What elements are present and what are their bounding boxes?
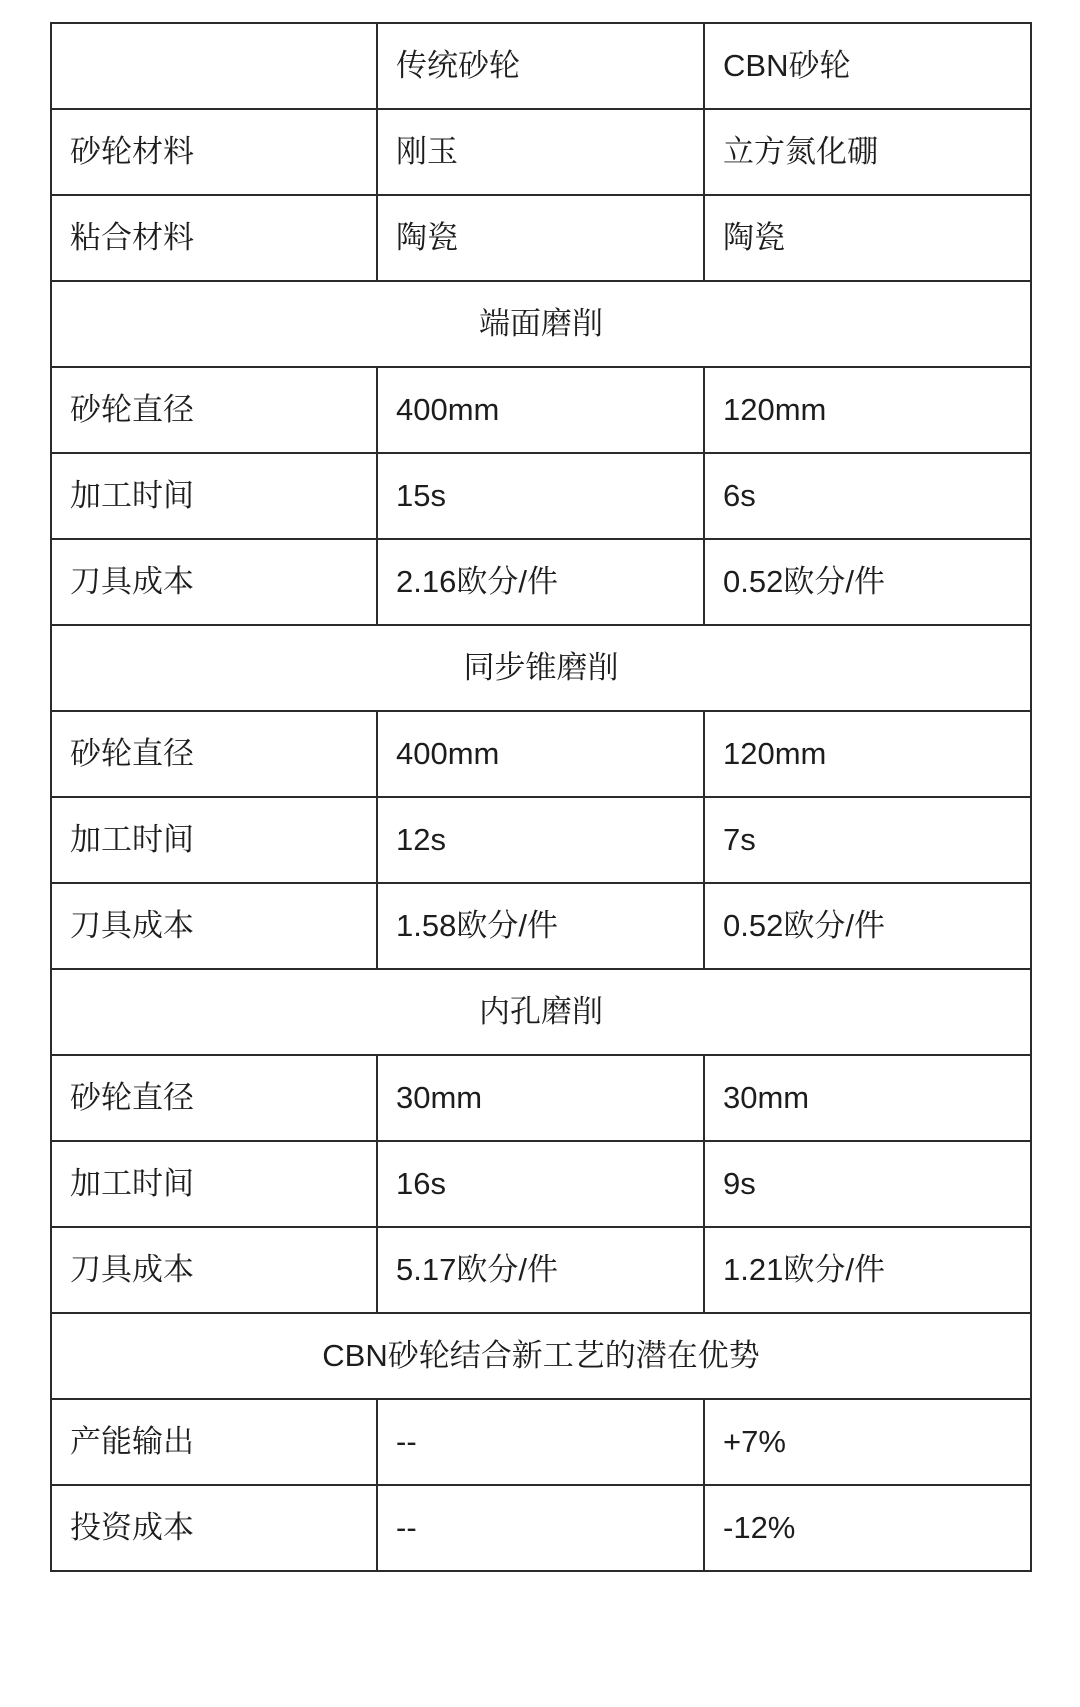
- row-label-cycle-time-bore: 加工时间: [51, 1141, 377, 1227]
- table-row: [51, 367, 1031, 453]
- cell-wheel-material-traditional: 刚玉: [377, 109, 704, 195]
- cell-cycle-time-bore-cbn: 9s: [704, 1141, 1031, 1227]
- cell-cycle-time-cone-traditional: 12s: [377, 797, 704, 883]
- cell-bond-material-traditional: 陶瓷: [377, 195, 704, 281]
- row-label-wheel-diameter-cone: 砂轮直径: [51, 711, 377, 797]
- cell-tool-cost-cone-cbn: 0.52欧分/件: [704, 883, 1031, 969]
- table-row: [51, 23, 1031, 109]
- cell-capacity-output-cbn: +7%: [704, 1399, 1031, 1485]
- row-label-bond-material: 粘合材料: [51, 195, 377, 281]
- cell-cycle-time-cone-cbn: 7s: [704, 797, 1031, 883]
- cell-wheel-diameter-cone-traditional: 400mm: [377, 711, 704, 797]
- row-label-capacity-output: 产能输出: [51, 1399, 377, 1485]
- table-row: [51, 195, 1031, 281]
- table-section-row: [51, 281, 1031, 367]
- cell-cycle-time-face-cbn: 6s: [704, 453, 1031, 539]
- cell-cycle-time-bore-traditional: 16s: [377, 1141, 704, 1227]
- cell-cycle-time-face-traditional: 15s: [377, 453, 704, 539]
- cell-wheel-diameter-face-traditional: 400mm: [377, 367, 704, 453]
- table-body: [51, 23, 1031, 1571]
- table-row: [51, 1227, 1031, 1313]
- table-section-row: [51, 969, 1031, 1055]
- cell-wheel-diameter-bore-cbn: 30mm: [704, 1055, 1031, 1141]
- cell-capacity-output-traditional: --: [377, 1399, 704, 1485]
- cell-wheel-diameter-cone-cbn: 120mm: [704, 711, 1031, 797]
- row-label-wheel-material: 砂轮材料: [51, 109, 377, 195]
- section-header-bore-grinding: 内孔磨削: [51, 969, 1031, 1055]
- section-header-face-grinding: 端面磨削: [51, 281, 1031, 367]
- row-label-wheel-diameter-bore: 砂轮直径: [51, 1055, 377, 1141]
- cell-tool-cost-cone-traditional: 1.58欧分/件: [377, 883, 704, 969]
- table-row: [51, 883, 1031, 969]
- row-label-tool-cost-bore: 刀具成本: [51, 1227, 377, 1313]
- row-label-tool-cost-face: 刀具成本: [51, 539, 377, 625]
- cell-wheel-material-cbn: 立方氮化硼: [704, 109, 1031, 195]
- table-row: [51, 453, 1031, 539]
- section-header-potential-advantages: CBN砂轮结合新工艺的潜在优势: [51, 1313, 1031, 1399]
- table-row: [51, 109, 1031, 195]
- table-row: [51, 711, 1031, 797]
- row-label-cycle-time-cone: 加工时间: [51, 797, 377, 883]
- table-row: [51, 797, 1031, 883]
- row-label-investment-cost: 投资成本: [51, 1485, 377, 1571]
- table-row: [51, 539, 1031, 625]
- cell-investment-cost-traditional: --: [377, 1485, 704, 1571]
- cell-tool-cost-bore-cbn: 1.21欧分/件: [704, 1227, 1031, 1313]
- row-label-wheel-diameter-face: 砂轮直径: [51, 367, 377, 453]
- grinding-wheel-comparison-table: [50, 22, 1032, 1572]
- cell-investment-cost-cbn: -12%: [704, 1485, 1031, 1571]
- table-header-traditional-wheel: 传统砂轮: [377, 23, 704, 109]
- table-header-corner-cell: [51, 23, 377, 109]
- table-row: [51, 1055, 1031, 1141]
- table-row: [51, 1141, 1031, 1227]
- table-section-row: [51, 1313, 1031, 1399]
- table-row: [51, 1399, 1031, 1485]
- cell-tool-cost-bore-traditional: 5.17欧分/件: [377, 1227, 704, 1313]
- cell-tool-cost-face-cbn: 0.52欧分/件: [704, 539, 1031, 625]
- table-section-row: [51, 625, 1031, 711]
- cell-wheel-diameter-bore-traditional: 30mm: [377, 1055, 704, 1141]
- cell-tool-cost-face-traditional: 2.16欧分/件: [377, 539, 704, 625]
- row-label-tool-cost-cone: 刀具成本: [51, 883, 377, 969]
- row-label-cycle-time-face: 加工时间: [51, 453, 377, 539]
- cell-wheel-diameter-face-cbn: 120mm: [704, 367, 1031, 453]
- table-header-cbn-wheel: CBN砂轮: [704, 23, 1031, 109]
- section-header-sync-cone-grinding: 同步锥磨削: [51, 625, 1031, 711]
- table-row: [51, 1485, 1031, 1571]
- cell-bond-material-cbn: 陶瓷: [704, 195, 1031, 281]
